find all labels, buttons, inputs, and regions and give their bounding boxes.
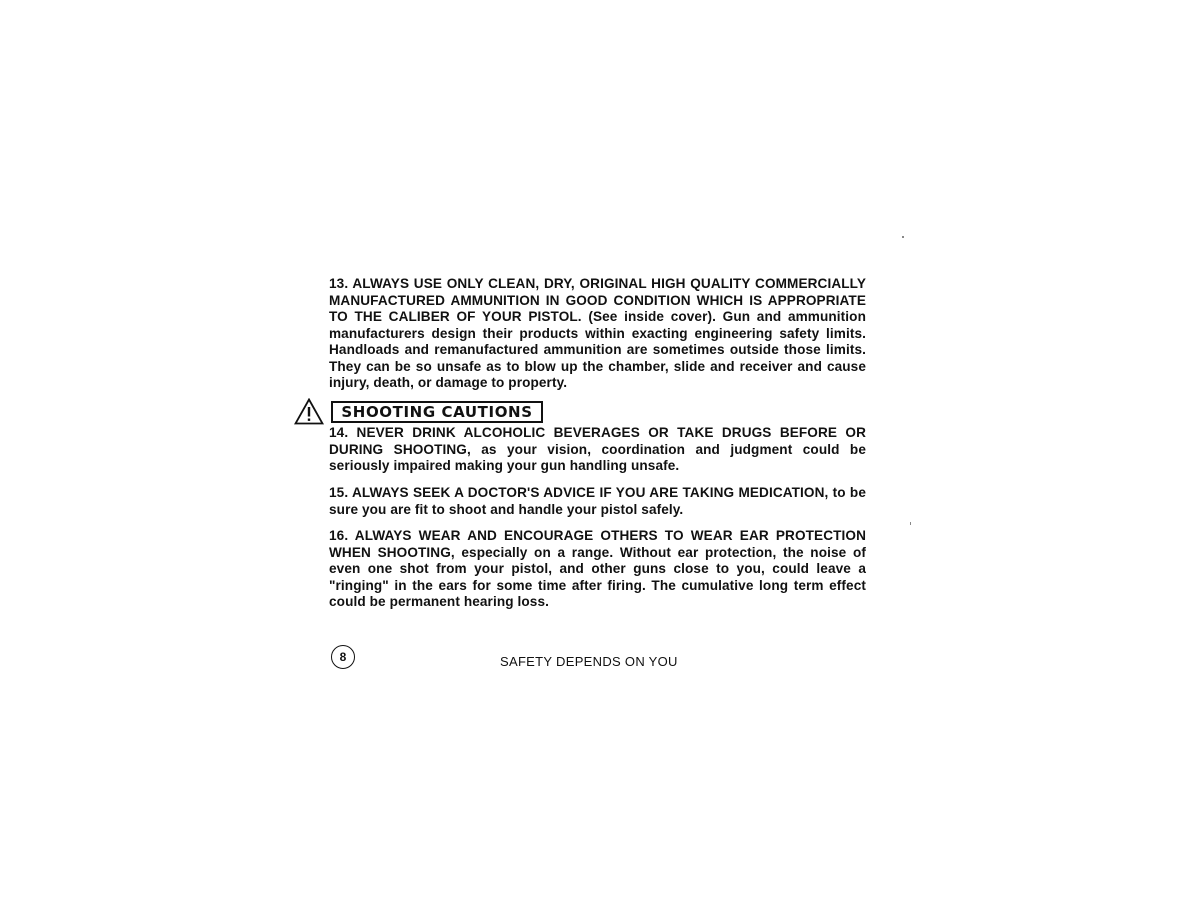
- scan-speck: [910, 522, 911, 525]
- paragraph-16: 16. ALWAYS WEAR AND ENCOURAGE OTHERS TO WEAR EAR PROTECTION WHEN SHOOTING, especially on a range. Without ear protection, the noise of even one shot from your pistol, and other guns close to you, could leave a "ringing" in the ears for some time after firing. The cumulative long term effect could be permanent hearing loss.: [329, 528, 866, 609]
- page-number: 8: [331, 645, 355, 669]
- footer-text: SAFETY DEPENDS ON YOU: [500, 654, 678, 669]
- paragraph-13: 13. ALWAYS USE ONLY CLEAN, DRY, ORIGINAL HIGH QUALITY COMMERCIALLY MANUFACTURED AMMUNITION IN GOOD CONDITION WHICH IS APPROPRIATE TO THE CALIBER OF YOUR PISTOL. (See inside cover). Gun and ammunition manufacturers design their products within exacting engineering safety limits. Handloads and remanufactured ammunition are sometimes outside those limits. They can be so unsafe as to blow up the chamber, slide and receiver and cause injury, death, or damage to property.: [329, 276, 866, 390]
- paragraph-14: 14. NEVER DRINK ALCOHOLIC BEVERAGES OR TAKE DRUGS BEFORE OR DURING SHOOTING, as your vision, coordination and judgment could be seriously impaired making your gun handling unsafe.: [329, 425, 866, 473]
- paragraph-15: 15. ALWAYS SEEK A DOCTOR'S ADVICE IF YOU ARE TAKING MEDICATION, to be sure you are fit to shoot and handle your pistol safely.: [329, 485, 866, 517]
- warning-triangle-icon: [294, 398, 324, 425]
- section-heading-shooting-cautions: SHOOTING CAUTIONS: [331, 401, 543, 423]
- scan-speck: [902, 236, 904, 238]
